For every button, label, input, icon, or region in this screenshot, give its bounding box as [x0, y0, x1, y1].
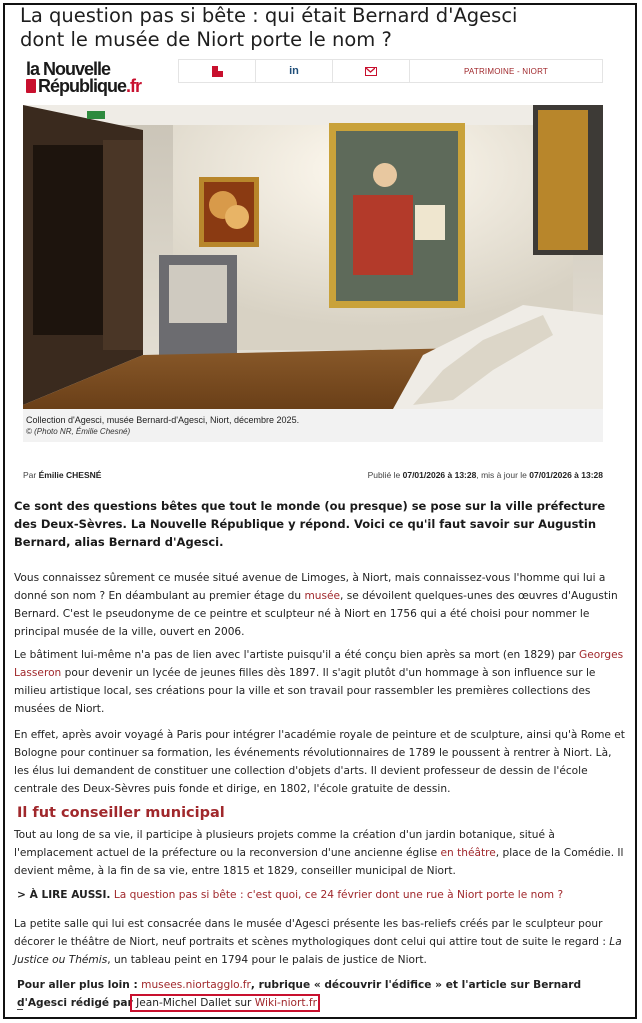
read-also-link[interactable]: La question pas si bête : c'est quoi, ce 24 février dont une rue à Niort porte le nom ?	[113, 889, 564, 901]
p1-text-a: Vous connaissez sûrement ce musée situé avenue de Limoges, à Niort, mais connaissez-vous l'homme qui lui a donné son nom ? En déambulant au premier étage du	[14, 572, 606, 602]
site-logo[interactable]	[26, 59, 166, 97]
linkedin-icon: in	[289, 65, 299, 77]
category-link[interactable]: PATRIMOINE - NIORT	[463, 66, 549, 76]
paragraph-3: En effet, après avoir voyagé à Paris pour intégrer l'académie royale de peinture et de sculpture, ainsi qu'à Rome et Bologne pour continuer sa formation, les événements révolutionnaires de 1789 le poussent à rentrer à Niort. Là, les élus lui demandent de constituer une collection d'objets d'arts. Il devient professeur de dessin de l'école centrale des Deux-Sèvres puis fonde et dirige, en 1802, l'école gratuite de dessin.	[14, 729, 625, 795]
further-label: Pour aller plus loin :	[17, 979, 138, 991]
article-photo	[23, 105, 603, 409]
read-also-label: > À LIRE AUSSI.	[17, 889, 111, 901]
p2-text-a: Le bâtiment lui-même n'a pas de lien avec l'artiste puisqu'il a été conçu bien après sa mort (en 1829) par	[14, 649, 580, 661]
theatre-link[interactable]: en théâtre	[440, 847, 496, 859]
email-icon	[365, 67, 377, 76]
further-text: , rubrique « découvrir l'édifice » et l'article sur Bernard d'Agesci rédigé par	[17, 979, 582, 1009]
georges-lasseron-link[interactable]: Georges Lasseron	[14, 649, 624, 679]
musee-link[interactable]: musée	[304, 590, 341, 602]
p5-artwork-title: La Justice ou Thémis	[14, 936, 622, 966]
logo-mark-icon	[26, 79, 36, 93]
p1-text-b: , se dévoilent quelques-unes des œuvres d'Augustin Bernard. C'est le pseudonyme de ce peintre et sculpteur né à Niort en 1756 qui a été choisi pour nommer le principal musée de la ville, ouvert en 2006.	[14, 590, 618, 638]
p4-text-a: Tout au long de sa vie, il participe à plusieurs projets comme la création d'un jardin botanique, situé à l'emplacement actuel de la préfecture ou la reconversion d'une ancienne église	[14, 829, 555, 859]
logo-line-2-main: République	[38, 76, 126, 96]
byline	[23, 470, 603, 480]
author-name[interactable]	[39, 470, 102, 480]
caption-text: Collection d'Agesci, musée Bernard-d'Agesci, Niort, décembre 2025.	[26, 415, 300, 425]
share-linkedin-button[interactable]	[256, 60, 333, 82]
further-reading	[17, 976, 617, 1012]
author-last: CHESNÉ	[66, 470, 102, 480]
paragraph-5	[14, 915, 627, 969]
p2-text-b: pour devenir un lycée de jeunes filles dès 1897. Il s'agit plutôt d'un hommage à son influence sur le milieu artistique local, ses créations pour la ville et son travail pour rassembler les premières collections des musées de Niort.	[14, 667, 596, 715]
title-line-1: La question pas si bête : qui était Bernard d'Agesci	[20, 4, 518, 27]
p4-text-b: , place de la Comédie. Il devient même, à la fin de sa vie, entre 1815 et 1829, conseiller municipal de Niort.	[14, 847, 624, 877]
publish-info	[368, 470, 603, 480]
published-date: 07/01/2026 à 13:28	[402, 470, 477, 480]
logo-tld: .fr	[126, 76, 141, 96]
paragraph-1	[14, 569, 627, 641]
p5-text-b: , un tableau peint en 1794 pour le palais de justice de Niort.	[107, 954, 427, 966]
article-title	[20, 4, 620, 52]
title-line-2: dont le musée de Niort porte le nom ?	[20, 28, 392, 51]
logo-line-2	[26, 76, 141, 97]
share-bar	[178, 59, 603, 83]
author-first: Émilie	[38, 470, 64, 480]
paragraph-2	[14, 646, 627, 718]
highlighted-credit	[133, 997, 317, 1009]
photo-credit: © (Photo NR, Émilie Chesné)	[26, 427, 131, 436]
logo-line-1: la Nouvelle	[26, 59, 111, 79]
wiki-niort-link[interactable]: Wiki-niort.fr	[254, 997, 317, 1009]
updated-date: 07/01/2026 à 13:28	[529, 470, 603, 480]
photo-caption	[23, 409, 603, 442]
flipboard-icon	[212, 66, 223, 77]
share-flipboard-button[interactable]	[179, 60, 256, 82]
read-also	[17, 889, 563, 901]
share-email-button[interactable]	[333, 60, 410, 82]
end-dash	[17, 1009, 23, 1010]
updated-label: , mis à jour le	[476, 470, 527, 480]
article-lede: Ce sont des questions bêtes que tout le monde (ou presque) se pose sur la ville préfecture des Deux-Sèvres. La Nouvelle République y répond. Voici ce qu'il faut savoir sur Augustin Bernard, alias Bernard d'Agesci.	[14, 499, 606, 549]
published-label: Publié le	[367, 470, 401, 480]
by-label: Par	[23, 470, 37, 480]
further-author: Jean-Michel Dallet sur	[132, 997, 255, 1009]
p5-text-a: La petite salle qui lui est consacrée dans le musée d'Agesci présente les bas-reliefs créés par le sculpteur pour décorer le théâtre de Niort, neuf portraits et scènes mythologiques dont celui qui attire tout de suite le regard :	[14, 918, 610, 948]
section-heading: Il fut conseiller municipal	[17, 805, 225, 821]
paragraph-4	[14, 826, 627, 880]
musees-niortagglo-link[interactable]: musees.niortagglo.fr	[141, 979, 251, 991]
